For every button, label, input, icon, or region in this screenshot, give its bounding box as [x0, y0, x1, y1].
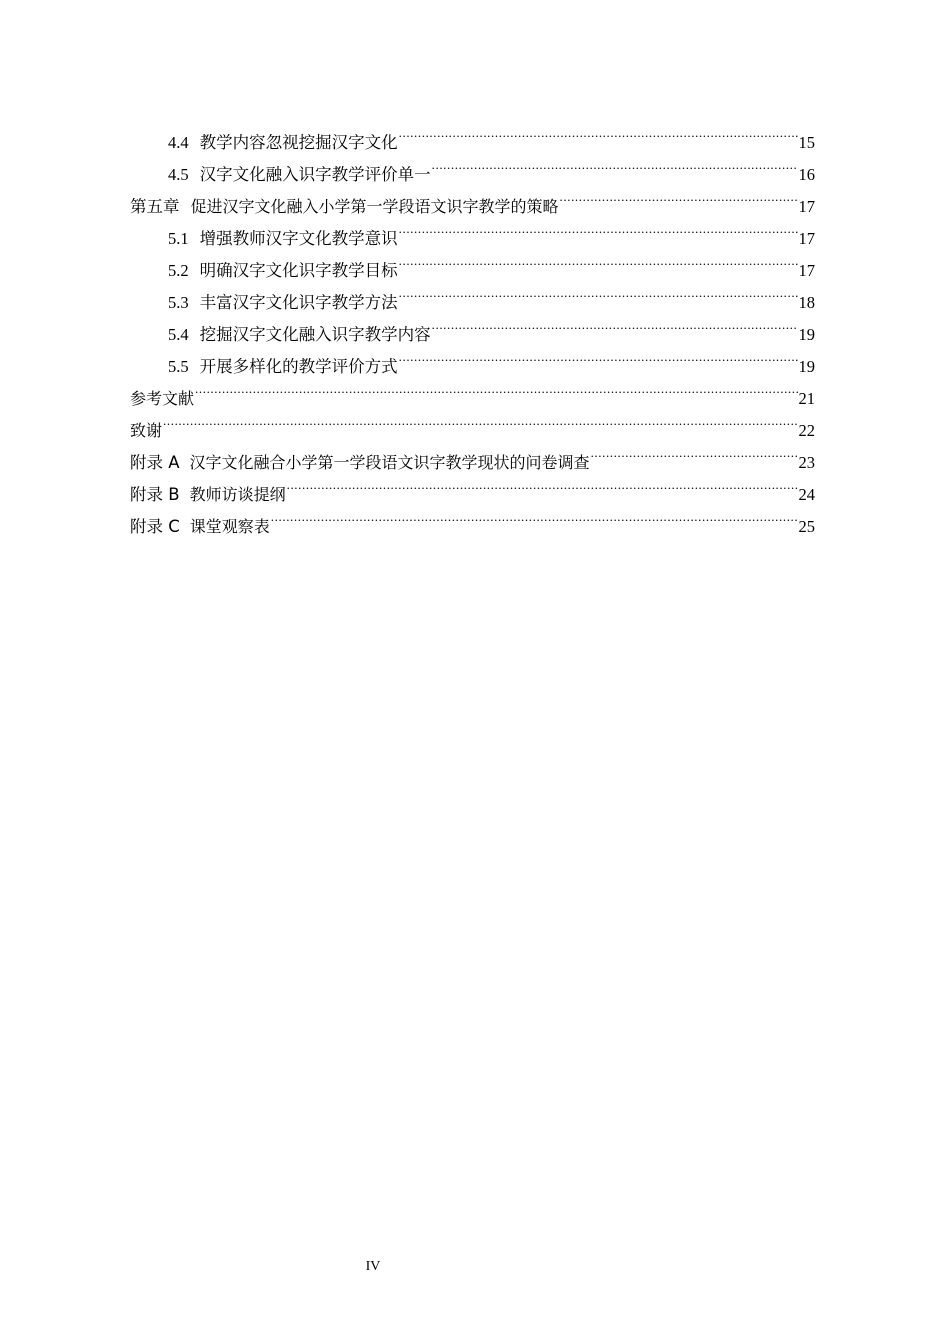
toc-entry-title: 教学内容忽视挖掘汉字文化	[199, 133, 398, 152]
toc-entry-title: 参考文献	[130, 389, 195, 408]
toc-entry-page: 19	[798, 357, 815, 376]
toc-entry-page: 18	[798, 293, 815, 312]
toc-entry-page: 21	[798, 389, 815, 408]
toc-entry-title: 增强教师汉字文化教学意识	[199, 229, 398, 248]
toc-entry-page: 19	[798, 325, 815, 344]
toc-entry-page: 23	[798, 453, 815, 472]
toc-entry-references[interactable]	[130, 372, 815, 408]
toc-entry-number: 5.3	[168, 293, 189, 312]
table-of-contents	[130, 116, 815, 536]
toc-entry-title: 开展多样化的教学评价方式	[199, 357, 398, 376]
toc-entry-number: 附录 B	[130, 485, 180, 504]
toc-entry-4-4[interactable]	[130, 116, 815, 152]
toc-entry-number: 5.2	[168, 261, 189, 280]
toc-entry-number: 第五章	[130, 197, 180, 216]
toc-entry-appendix-a[interactable]	[130, 436, 815, 472]
dot-leader	[195, 372, 797, 404]
dot-leader	[399, 212, 798, 244]
toc-entry-page: 17	[798, 261, 815, 280]
toc-entry-number: 4.4	[168, 133, 189, 152]
toc-entry-title: 挖掘汉字文化融入识字教学内容	[199, 325, 431, 344]
toc-entry-title: 教师访谈提纲	[189, 485, 286, 504]
toc-entry-number: 附录 A	[130, 453, 180, 472]
dot-leader	[163, 404, 797, 436]
dot-leader	[560, 180, 798, 212]
page-number-footer: IV	[365, 1259, 381, 1274]
toc-entry-number: 5.1	[168, 229, 189, 248]
dot-leader	[591, 436, 798, 468]
toc-entry-acknowledgements[interactable]	[130, 404, 815, 440]
toc-entry-title: 致谢	[130, 421, 163, 440]
toc-entry-title: 汉字文化融合小学第一学段语文识字教学现状的问卷调查	[189, 453, 590, 472]
toc-entry-number: 附录 C	[130, 517, 180, 536]
toc-entry-page: 17	[798, 229, 815, 248]
toc-entry-number: 5.4	[168, 325, 189, 344]
dot-leader	[399, 276, 798, 308]
toc-entry-page: 25	[798, 517, 815, 536]
toc-entry-title: 课堂观察表	[189, 517, 270, 536]
dot-leader	[399, 116, 798, 148]
toc-entry-title: 丰富汉字文化识字教学方法	[199, 293, 398, 312]
toc-entry-title: 促进汉字文化融入小学第一学段语文识字教学的策略	[190, 197, 559, 216]
toc-entry-page: 15	[798, 133, 815, 152]
dot-leader	[399, 244, 798, 276]
toc-entry-title: 汉字文化融入识字教学评价单一	[199, 165, 431, 184]
toc-entry-title: 明确汉字文化识字教学目标	[199, 261, 398, 280]
toc-entry-number: 5.5	[168, 357, 189, 376]
toc-entry-page: 17	[798, 197, 815, 216]
dot-leader	[399, 340, 798, 372]
dot-leader	[271, 500, 798, 532]
toc-entry-page: 22	[798, 421, 815, 440]
toc-entry-page: 24	[798, 485, 815, 504]
dot-leader	[432, 148, 798, 180]
dot-leader	[432, 308, 798, 340]
toc-entry-page: 16	[798, 165, 815, 184]
toc-entry-number: 4.5	[168, 165, 189, 184]
dot-leader	[287, 468, 798, 500]
